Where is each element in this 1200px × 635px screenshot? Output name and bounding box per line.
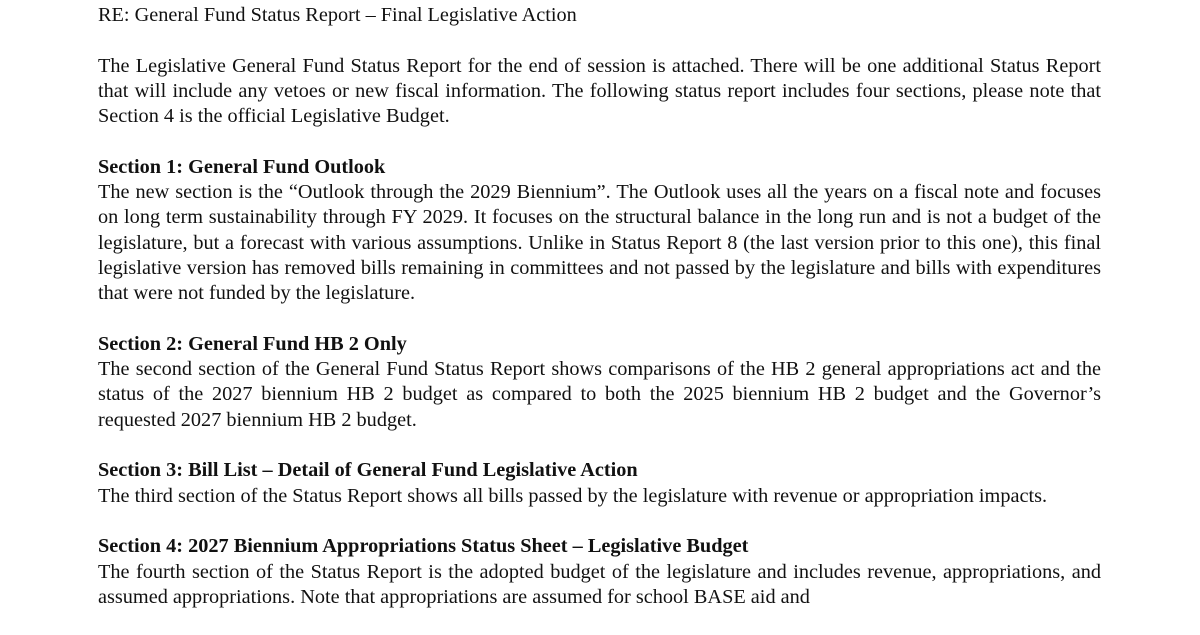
section-1 [98,155,1101,307]
section-1-heading: Section 1: General Fund Outlook [98,155,386,178]
section-2 [98,332,1101,433]
section-1-body: The new section is the “Outlook through the 2029 Biennium”. The Outlook uses all the years on a fiscal note and focuses on long term sustainability through FY 2029. It focuses on the structural balance in the long run and is not a budget of the legislature, but a forecast with various assumptions. Unlike in Status Report 8 (the last version prior to this one), this final legislative version has removed bills remaining in committees and not passed by the legislature and bills with expenditures that were not funded by the legislature. [98,181,1101,305]
section-3 [98,458,1101,509]
section-4-heading: Section 4: 2027 Biennium Appropriations Status Sheet – Legislative Budget [98,535,749,558]
section-3-heading: Section 3: Bill List – Detail of General Fund Legislative Action [98,459,638,482]
memo-intro-paragraph: The Legislative General Fund Status Report for the end of session is attached. There will be one additional Status Report that will include any vetoes or new fiscal information. The following status report includes four sections, please note that Section 4 is the official Legislative Budget. [98,54,1101,128]
section-4 [98,534,1101,610]
section-2-heading: Section 2: General Fund HB 2 Only [98,332,407,355]
section-4-body: The fourth section of the Status Report is the adopted budget of the legislature and includes revenue, appropriations, and assumed appropriations. Note that appropriations are assumed for school BASE aid and [98,560,1101,608]
memo-page [98,3,1101,635]
section-2-body: The second section of the General Fund Status Report shows comparisons of the HB 2 general appropriations act and the status of the 2027 biennium HB 2 budget as compared to both the 2025 biennium HB 2 budget and the Governor’s requested 2027 biennium HB 2 budget. [98,358,1101,431]
section-3-body: The third section of the Status Report shows all bills passed by the legislature with revenue or appropriation impacts. [98,484,1048,507]
memo-subject-line: RE: General Fund Status Report – Final Legislative Action [98,4,577,26]
